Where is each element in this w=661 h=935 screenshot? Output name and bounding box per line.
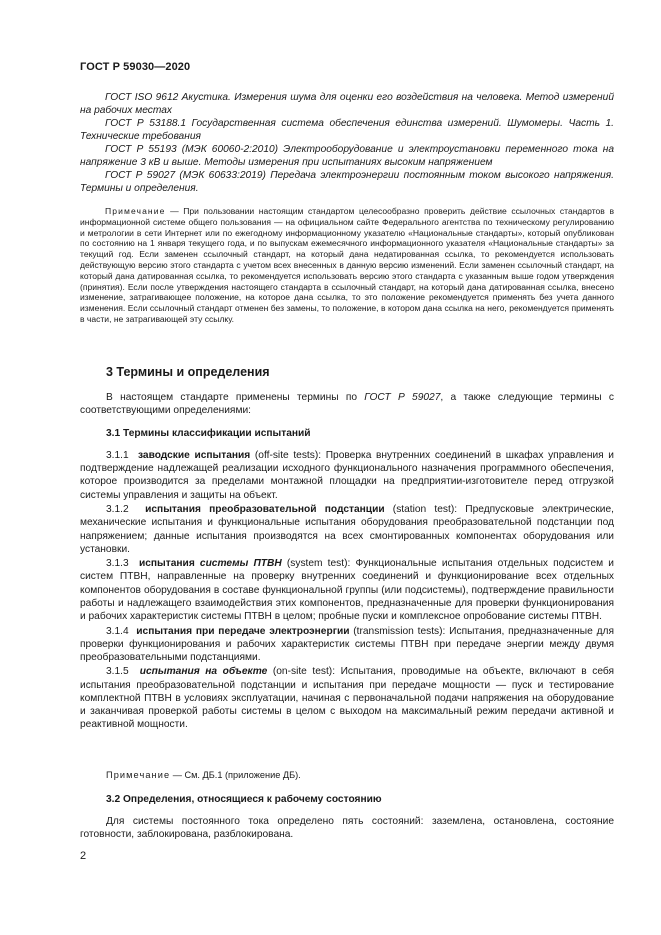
page-number: 2 [80, 850, 87, 862]
body-paragraph: Для системы постоянного тока определено пять состояний: заземлена, остановлена, состояние готовности, заблокирована, разблокирована. [80, 816, 614, 841]
note-text: — См. ДБ.1 (приложение ДБ). [170, 770, 301, 780]
reference-item: ГОСТ Р 59027 (МЭК 60633:2019) Передача электроэнергии постоянным током высокого напряжения. Термины и определения. [80, 170, 614, 194]
term-definition: (system test): Функциональные испытания отдельных подсистем и систем ПТВН, направленные на проверку внутренних соединений и функционирование всех отдельных компонентов оборудования в составе функциональной группы (или подсистемы), подтверждение правильности работы и надлежащего взаимодействия этих компонентов, предназначенные для проверки функционирования и рабочих характеристик системы ПТВН в целом; пробные пуски и комплексное опробование системы ПТВН. [80, 558, 614, 623]
reference-item: ГОСТ Р 55193 (МЭК 60060-2:2010) Электрооборудование и электроустановки переменного тока на напряжение 3 кВ и выше. Методы измерения при испытаниях высоким напряжением [80, 144, 614, 168]
term-name: испытания [138, 558, 200, 570]
subsection-title: 3.1 Термины классификации испытаний [106, 428, 311, 439]
reference-item: ГОСТ ISO 9612 Акустика. Измерения шума для оценки его воздействия на человека. Метод измерений на рабочих местах [80, 92, 614, 116]
term-name-italic: испытания на объекте [139, 666, 268, 678]
terms-note [106, 770, 301, 780]
note-label: Примечание [105, 206, 166, 216]
subsection-title: 3.2 Определения, относящиеся к рабочему состоянию [106, 794, 382, 805]
term-definition: (transmission tests): Испытания, предназначенные для проверки функционирования и рабочих характеристик системы ПТВН при передаче энергии между двумя преобразовательными подстанциями. [80, 625, 614, 663]
term-name-italic: системы ПТВН [199, 558, 282, 570]
note-text: — При пользовании настоящим стандартом целесообразно проверить действие ссылочных стандартов в информационной системе общего пользования — на официальном сайте Федерального агентства по техническому регулированию и метрологии в сети Интернет или по ежегодному информационному указателю «Национальные стандарты», который опубликован по состоянию на 1 января текущего года, и по выпускам ежемесячного информационного указателя «Национальные стандарты» за текущий год. Если заменен ссылочный стандарт, на который дана недатированная ссылка, то рекомендуется использовать действующую версию этого стандарта с учетом всех внесенных в данную версию изменений. Если заменен ссылочный стандарт, на который дана датированная ссылка, то рекомендуется использовать версию этого стандарта с указанным выше годом утверждения (принятия). Если после утверждения настоящего стандарта в ссылочный стандарт, на который дана датированная ссылка, внесено изменение, затрагивающее положение, на которое дана ссылка, то это положение рекомендуется применять без учета данного изменения. Если ссылочный стандарт отменен без замены, то положение, в котором дана ссылка на него, рекомендуется применять в части, не затрагивающей эту ссылку. [80, 206, 614, 324]
running-header: ГОСТ Р 59030—2020 [80, 61, 191, 73]
note-label: Примечание [106, 770, 171, 780]
term-definition: (station test): Предпусковые электрические, механические испытания и функциональные испытания оборудования преобразовательной подстанции под напряжением; данные испытания производятся на всех смонтированных компонентах оборудования или установки. [80, 504, 614, 555]
term-name: испытания при передаче электроэнергии [136, 625, 350, 637]
section-title: 3 Термины и определения [106, 365, 270, 379]
references-note [80, 206, 614, 325]
term-name: заводские испытания [137, 450, 251, 461]
term-entry: 3.1.5 испытания на объекте (on-site test): Испытания, проводимые на объекте, включают в себя испытания преобразовательной подстанции и испытания при передаче мощности — пуск и тестирование комплектной ПТВН в условиях эксплуатации, начиная с первоначальной подачи напряжения на оборудование и заканчивая проверкой работы системы в целом с выходом на максимальный режим передачи активной и реактивной мощности. [80, 666, 614, 731]
term-entry: 3.1.2 испытания преобразовательной подстанции (station test): Предпусковые электрические, механические испытания и функциональные испытания оборудования преобразовательной подстанции под напряжением; данные испытания производятся на всех смонтированных компонентах оборудования или установки. [80, 504, 614, 555]
section-intro: В настоящем стандарте применены термины по ГОСТ Р 59027, а также следующие термины с соответствующими определениями: [80, 392, 614, 417]
term-name: испытания преобразовательной подстанции [145, 504, 385, 516]
term-entry: 3.1.3 испытания системы ПТВН (system test): Функциональные испытания отдельных подсистем и систем ПТВН, направленные на проверку внутренних соединений и функционирование всех отдельных компонентов оборудования в составе функциональной группы (или подсистемы), подтверждение правильности работы и надлежащего взаимодействия этих компонентов, предназначенные для проверки функционирования и рабочих характеристик системы ПТВН в целом; пробные пуски и комплексное опробование системы ПТВН. [80, 558, 614, 623]
term-entry: 3.1.4 испытания при передаче электроэнергии (transmission tests): Испытания, предназначенные для проверки функционирования и рабочих характеристик системы ПТВН при передаче энергии между двумя преобразовательными подстанциями. [80, 625, 614, 663]
reference-item: ГОСТ Р 53188.1 Государственная система обеспечения единства измерений. Шумомеры. Часть 1. Технические требования [80, 118, 614, 142]
term-entry: 3.1.1 заводские испытания (off-site tests): Проверка внутренних соединений в шкафах управления и подтверждение надлежащей реализации исходного функционального назначения программного обеспечения, которое производится за пределами монтажной площадки на предприятии-изготовителе перед отгрузкой системы управления и защиты на объект. [80, 450, 614, 501]
term-definition: (on-site test): Испытания, проводимые на объекте, включают в себя испытания преобразовательной подстанции и испытания при передаче мощности — пуск и тестирование комплектной ПТВН в условиях эксплуатации, начиная с первоначальной подачи напряжения на оборудование и заканчивая проверкой работы системы в целом с выходом на максимальный режим передачи активной и реактивной мощности. [80, 666, 614, 731]
standard-reference: ГОСТ Р 59027 [364, 392, 441, 403]
normative-references [80, 91, 614, 195]
terms-list [80, 449, 614, 733]
term-definition: (off-site tests): Проверка внутренних соединений в шкафах управления и подтверждение надлежащей реализации исходного функционального назначения программного обеспечения, которое производится за пределами монтажной площадки на предприятии-изготовителе перед отгрузкой системы управления и защиты на объект. [80, 450, 614, 501]
